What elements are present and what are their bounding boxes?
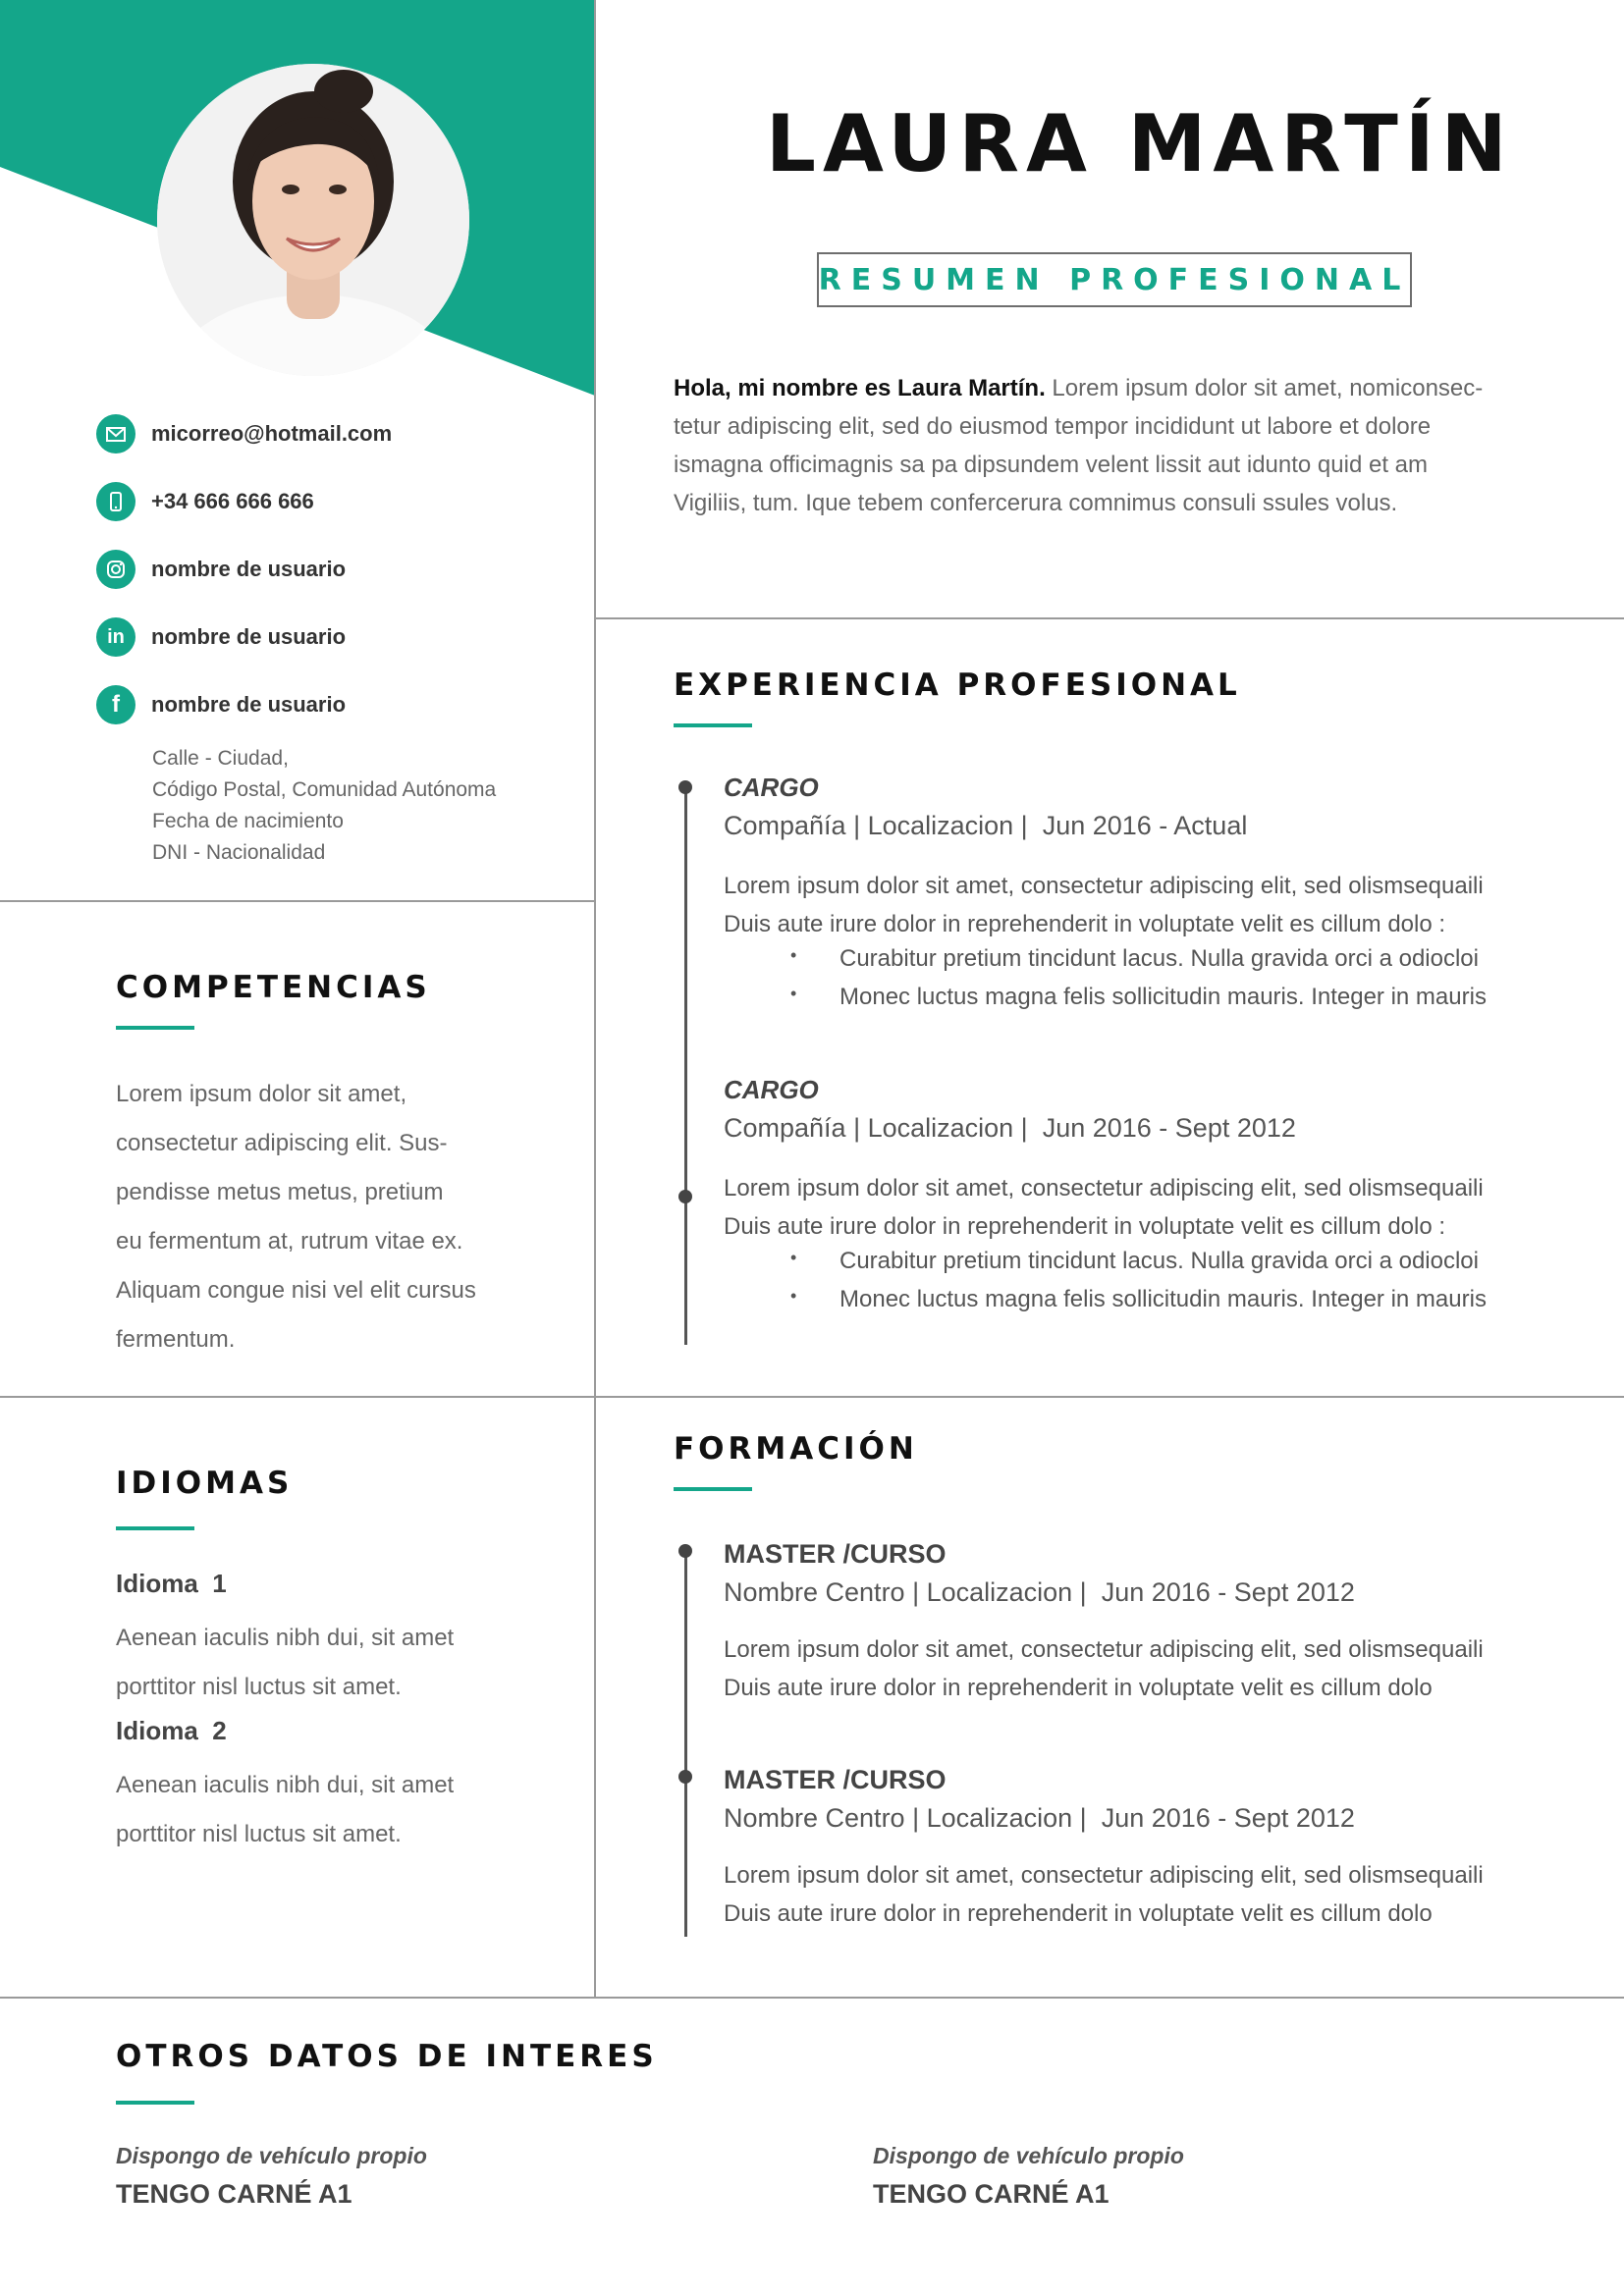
contact-linkedin[interactable] — [96, 615, 346, 659]
otros-item-2-value: TENGO CARNÉ A1 — [873, 2179, 1110, 2209]
idioma-line: Aenean iaculis nibh dui, sit amet — [116, 1625, 455, 1651]
competencias-line: consectetur adipiscing elit. Sus- — [116, 1130, 448, 1156]
idioma-line: porttitor nisl luctus sit amet. — [116, 1821, 402, 1847]
idioma-1-desc — [116, 1614, 454, 1712]
competencias-text — [116, 1070, 476, 1364]
bullet-dot: • — [790, 945, 797, 965]
address-line: Calle - Ciudad, — [152, 747, 289, 770]
linkedin-text: nombre de usuario — [151, 624, 347, 649]
address-block — [152, 743, 496, 869]
job-desc-line: Duis aute irure dolor in reprehenderit in voluptate velit es cillum dolo : — [724, 1213, 1446, 1240]
summary-intro: Hola, mi nombre es Laura Martín. — [674, 375, 1046, 401]
otros-title: OTROS DATOS DE INTERES — [116, 2039, 658, 2074]
idioma-1-name: Idioma 1 — [116, 1569, 227, 1598]
section-divider — [0, 1997, 1624, 1999]
otros-item-1-value: TENGO CARNÉ A1 — [116, 2179, 352, 2209]
competencias-line: pendisse metus metus, pretium — [116, 1179, 444, 1205]
edu-1-desc — [724, 1630, 1484, 1707]
formacion-underline — [674, 1487, 752, 1491]
job-2-desc — [724, 1169, 1484, 1246]
contact-email[interactable] — [96, 412, 392, 455]
edu-2-desc — [724, 1856, 1484, 1933]
job-2-bullet — [790, 1286, 1487, 1313]
contact-phone[interactable] — [96, 480, 314, 523]
facebook-icon: f — [96, 685, 135, 724]
edu-desc-line: Lorem ipsum dolor sit amet, consectetur adipiscing elit, sed olismsequaili — [724, 1636, 1484, 1663]
summary-text — [674, 369, 1577, 522]
job-desc-line: Duis aute irure dolor in reprehenderit in voluptate velit es cillum dolo : — [724, 911, 1446, 937]
summary-line: ismagna officimagnis sa pa dipsundem velent lissit aut idunto quid et am — [674, 452, 1428, 478]
otros-item-1-label: Dispongo de vehículo propio — [116, 2143, 427, 2168]
competencias-line: fermentum. — [116, 1326, 236, 1353]
bullet-text: Monec luctus magna felis sollicitudin mauris. Integer in mauris — [839, 984, 1487, 1010]
job-1-subtitle: Compañía | Localizacion | Jun 2016 - Actual — [724, 811, 1248, 840]
timeline-dot — [678, 1190, 692, 1203]
address-line: DNI - Nacionalidad — [152, 841, 326, 864]
section-divider — [0, 1396, 1624, 1398]
facebook-text: nombre de usuario — [151, 692, 347, 717]
column-divider — [594, 0, 596, 1998]
summary-line: tetur adipiscing elit, sed do eiusmod tempor incididunt ut labore et dolore — [674, 413, 1432, 440]
otros-underline — [116, 2101, 194, 2105]
competencias-line: eu fermentum at, rutrum vitae ex. — [116, 1228, 463, 1255]
phone-text: +34 666 666 666 — [151, 489, 314, 513]
idioma-line: Aenean iaculis nibh dui, sit amet — [116, 1772, 455, 1798]
bullet-dot: • — [790, 984, 797, 1003]
bullet-text: Curabitur pretium tincidunt lacus. Nulla gravida orci a odiocloi — [839, 1248, 1479, 1274]
bullet-text: Curabitur pretium tincidunt lacus. Nulla gravida orci a odiocloi — [839, 945, 1479, 972]
bullet-dot: • — [790, 1286, 797, 1306]
edu-1-subtitle: Nombre Centro | Localizacion | Jun 2016 - Sept 2012 — [724, 1577, 1355, 1607]
formacion-title: FORMACIÓN — [674, 1431, 918, 1467]
address-line: Fecha de nacimiento — [152, 810, 344, 832]
education-timeline — [684, 1549, 687, 1937]
edu-desc-line: Duis aute irure dolor in reprehenderit in voluptate velit es cillum dolo — [724, 1900, 1433, 1927]
idioma-2-name: Idioma 2 — [116, 1716, 227, 1745]
job-2-bullet — [790, 1248, 1479, 1275]
job-2-subtitle: Compañía | Localizacion | Jun 2016 - Sept 2012 — [724, 1113, 1296, 1143]
idioma-2-desc — [116, 1761, 454, 1859]
edu-2-title: MASTER /CURSO — [724, 1765, 947, 1794]
timeline-dot — [678, 1544, 692, 1558]
edu-2-subtitle: Nombre Centro | Localizacion | Jun 2016 - Sept 2012 — [724, 1803, 1355, 1833]
job-1-desc — [724, 867, 1484, 943]
summary-title: RESUMEN PROFESIONAL — [818, 262, 1411, 297]
instagram-text: nombre de usuario — [151, 557, 347, 581]
section-divider — [595, 617, 1624, 619]
job-2-title: CARGO — [724, 1075, 819, 1104]
idiomas-underline — [116, 1526, 194, 1530]
full-name: LAURA MARTÍN — [766, 98, 1514, 189]
email-text: micorreo@hotmail.com — [151, 421, 393, 446]
bullet-text: Monec luctus magna felis sollicitudin mauris. Integer in mauris — [839, 1286, 1487, 1312]
contact-instagram[interactable] — [96, 548, 346, 591]
idioma-line: porttitor nisl luctus sit amet. — [116, 1674, 402, 1700]
otros-item-2-label: Dispongo de vehículo propio — [873, 2143, 1184, 2168]
job-1-bullet — [790, 945, 1479, 973]
experience-timeline — [684, 785, 687, 1345]
timeline-dot — [678, 1770, 692, 1784]
competencias-line: Aliquam congue nisi vel elit cursus — [116, 1277, 476, 1304]
timeline-dot — [678, 780, 692, 794]
job-desc-line: Lorem ipsum dolor sit amet, consectetur adipiscing elit, sed olismsequaili — [724, 873, 1484, 899]
summary-line: Lorem ipsum dolor sit amet, nomiconsec- — [1045, 375, 1484, 401]
edu-desc-line: Lorem ipsum dolor sit amet, consectetur adipiscing elit, sed olismsequaili — [724, 1862, 1484, 1889]
section-divider — [0, 900, 595, 902]
competencias-line: Lorem ipsum dolor sit amet, — [116, 1081, 407, 1107]
job-1-title: CARGO — [724, 773, 819, 802]
phone-icon — [96, 482, 135, 521]
envelope-icon — [96, 414, 135, 454]
edu-1-title: MASTER /CURSO — [724, 1539, 947, 1569]
experiencia-title: EXPERIENCIA PROFESIONAL — [674, 667, 1241, 703]
linkedin-icon: in — [96, 617, 135, 657]
idiomas-title: IDIOMAS — [116, 1466, 294, 1501]
edu-desc-line: Duis aute irure dolor in reprehenderit in voluptate velit es cillum dolo — [724, 1675, 1433, 1701]
competencias-underline — [116, 1026, 194, 1030]
job-1-bullet — [790, 984, 1487, 1011]
bullet-dot: • — [790, 1248, 797, 1267]
job-desc-line: Lorem ipsum dolor sit amet, consectetur adipiscing elit, sed olismsequaili — [724, 1175, 1484, 1201]
address-line: Código Postal, Comunidad Autónoma — [152, 778, 497, 801]
instagram-icon — [96, 550, 135, 589]
contact-facebook[interactable] — [96, 683, 346, 726]
profile-photo — [157, 64, 469, 376]
summary-line: Vigiliis, tum. Ique tebem confercerura comnimus consuli ssules volus. — [674, 490, 1398, 516]
summary-title-box — [817, 252, 1412, 307]
competencias-title: COMPETENCIAS — [116, 970, 431, 1005]
experiencia-underline — [674, 723, 752, 727]
